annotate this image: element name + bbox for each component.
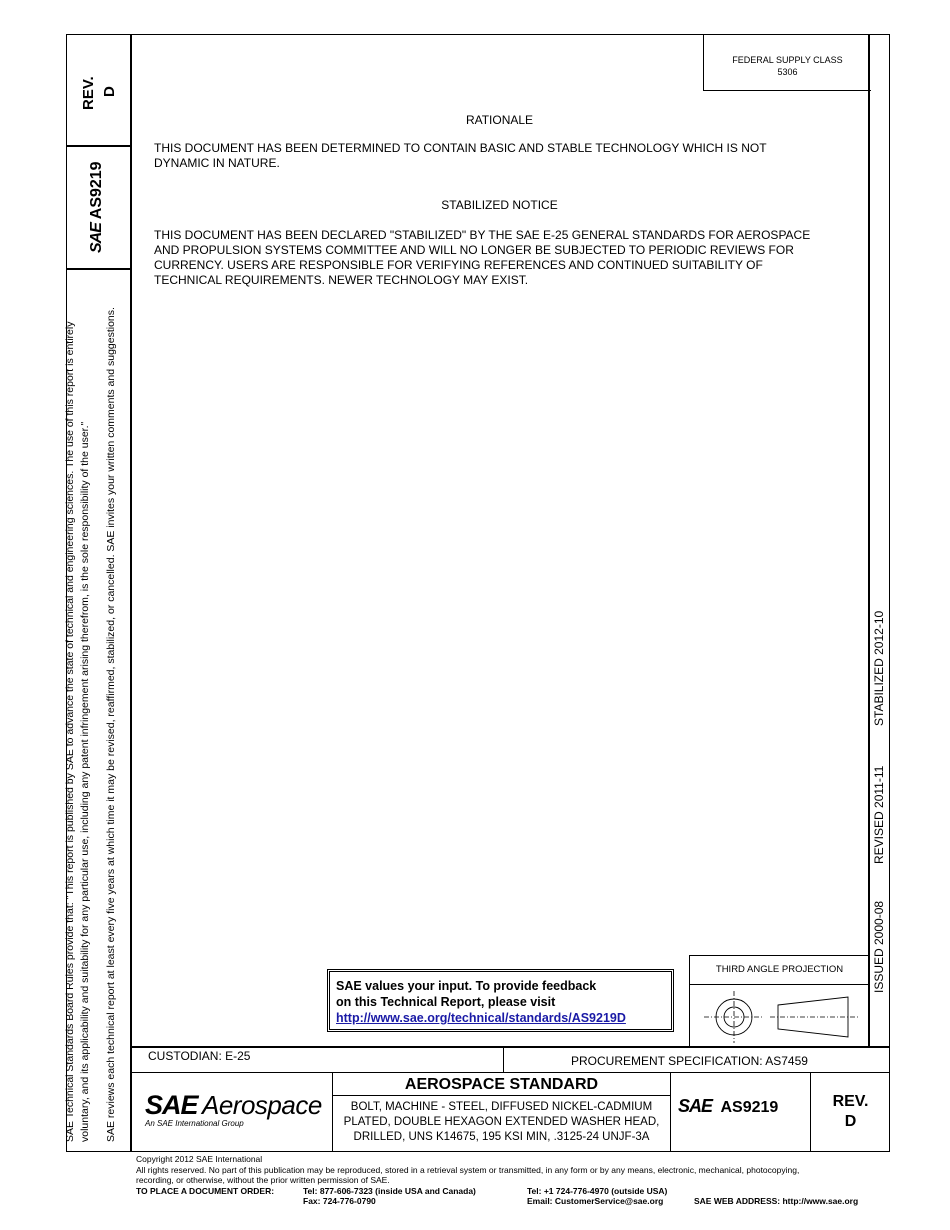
footer (136, 1154, 896, 1207)
projection-label: THIRD ANGLE PROJECTION (715, 964, 844, 975)
stabilized-text (154, 228, 859, 288)
stabilized-heading: STABILIZED NOTICE (441, 198, 558, 212)
third-angle-projection-icon (690, 985, 868, 1047)
custodian-divider (503, 1047, 504, 1072)
title-block-doc-id (678, 1096, 778, 1117)
title-block-top (131, 1046, 890, 1048)
title-block-doc-number: AS9219 (720, 1099, 779, 1116)
stabilized-line: TECHNICAL REQUIREMENTS. NEWER TECHNOLOGY MAY EXIST. (154, 273, 529, 287)
feedback-line: SAE values your input. To provide feedback (336, 979, 597, 993)
rights-line: All rights reserved. No part of this publication may be reproduced, stored in a retrieval system or transmitted, in any form or by any means, electronic, mechanical, photocopying, (136, 1164, 800, 1175)
title-line: PLATED, DOUBLE HEXAGON EXTENDED WASHER HEAD, (343, 1116, 660, 1128)
left-rev-label: REV. (80, 76, 97, 110)
rights-line: recording, or otherwise, without the prior written permission of SAE. (136, 1175, 390, 1185)
tsb-notice-line-1: SAE Technical Standards Board Rules provide that: "This report is published by SAE to advance the state of technical and engineering sciences. The use of this report is entirely (64, 321, 76, 1142)
title-line: DRILLED, UNS K14675, 195 KSI MIN, .3125-24 UNJF-3A (353, 1131, 650, 1143)
tsb-notice-line-3: SAE reviews each technical report at least every five years at which time it may be revised, reaffirmed, stabilized, or cancelled. SAE invites your written comments and suggestions. (105, 307, 117, 1142)
rationale-heading: RATIONALE (465, 113, 534, 127)
stabilized-line: THIS DOCUMENT HAS BEEN DECLARED "STABILIZED" BY THE SAE E-25 GENERAL STANDARDS FOR AEROSPACE (154, 228, 811, 242)
rationale-line: THIS DOCUMENT HAS BEEN DETERMINED TO CONTAIN BASIC AND STABLE TECHNOLOGY WHICH IS NOT (154, 141, 767, 155)
stabilized-line: AND PROPULSION SYSTEMS COMMITTEE AND WILL NO LONGER BE SUBJECTED TO PERIODIC REVIEWS FOR (154, 243, 794, 257)
tsb-notice-line-2: voluntary, and its applicability and suitability for any particular use, including any patent infringement arising therefrom, is the sole responsibility of the user." (79, 421, 91, 1142)
copyright: Copyright 2012 SAE International (136, 1154, 263, 1164)
email: Email: CustomerService@sae.org (527, 1196, 664, 1206)
rationale-line: DYNAMIC IN NATURE. (154, 156, 280, 170)
revised-date: REVISED 2011-11 (872, 765, 886, 864)
left-doc-id (88, 161, 106, 253)
projection-box (689, 955, 869, 1048)
aerospace-wordmark: Aerospace (201, 1090, 322, 1120)
fax: Fax: 724-776-0790 (303, 1196, 376, 1206)
custodian-row-bottom (131, 1072, 890, 1073)
title-block-rev (811, 1092, 890, 1132)
web-address: SAE WEB ADDRESS: http://www.sae.org (694, 1196, 859, 1206)
federal-supply-class-label: FEDERAL SUPPLY CLASS (732, 55, 843, 65)
feedback-box (327, 969, 674, 1032)
rev-box-bottom (66, 145, 131, 147)
sae-aerospace-logo (145, 1090, 322, 1128)
federal-supply-class-box (703, 34, 871, 91)
tel-outside: Tel: +1 724-776-4970 (outside USA) (527, 1185, 668, 1196)
title-line: BOLT, MACHINE - STEEL, DIFFUSED NICKEL-CADMIUM (350, 1101, 653, 1113)
order-label: TO PLACE A DOCUMENT ORDER: (136, 1185, 275, 1196)
left-doc-number: AS9219 (88, 161, 105, 220)
sae-logo: SAE (145, 1090, 198, 1120)
federal-supply-class-value: 5306 (777, 67, 798, 77)
sae-logo: SAE (678, 1096, 713, 1116)
left-rev-value: D (101, 86, 118, 97)
docnum-box-bottom (66, 268, 131, 270)
right-column-divider (868, 34, 870, 1047)
standard-title (333, 1100, 670, 1145)
title-block-rev-label: REV. (832, 1093, 869, 1110)
standard-type: AEROSPACE STANDARD (404, 1076, 599, 1093)
stabilized-date: STABILIZED 2012-10 (872, 610, 886, 726)
rationale-text (154, 141, 854, 171)
issued-date: ISSUED 2000-08 (872, 900, 886, 993)
title-block-rev-value: D (844, 1113, 857, 1130)
custodian: CUSTODIAN: E-25 (148, 1049, 251, 1063)
stabilized-line: CURRENCY. USERS ARE RESPONSIBLE FOR VERIFYING REFERENCES AND CONTINUED SUITABILITY OF (154, 258, 763, 272)
feedback-line: on this Technical Report, please visit (336, 995, 556, 1009)
title-divider (670, 1072, 671, 1152)
brand-tagline: An SAE International Group (145, 1119, 244, 1128)
standard-type-underline (333, 1095, 670, 1096)
sae-logo: SAE (88, 223, 105, 253)
feedback-link[interactable]: http://www.sae.org/technical/standards/AS9219D (336, 1011, 626, 1025)
tel-usa: Tel: 877-606-7323 (inside USA and Canada) (303, 1185, 476, 1196)
procurement-spec: PROCUREMENT SPECIFICATION: AS7459 (571, 1054, 808, 1068)
